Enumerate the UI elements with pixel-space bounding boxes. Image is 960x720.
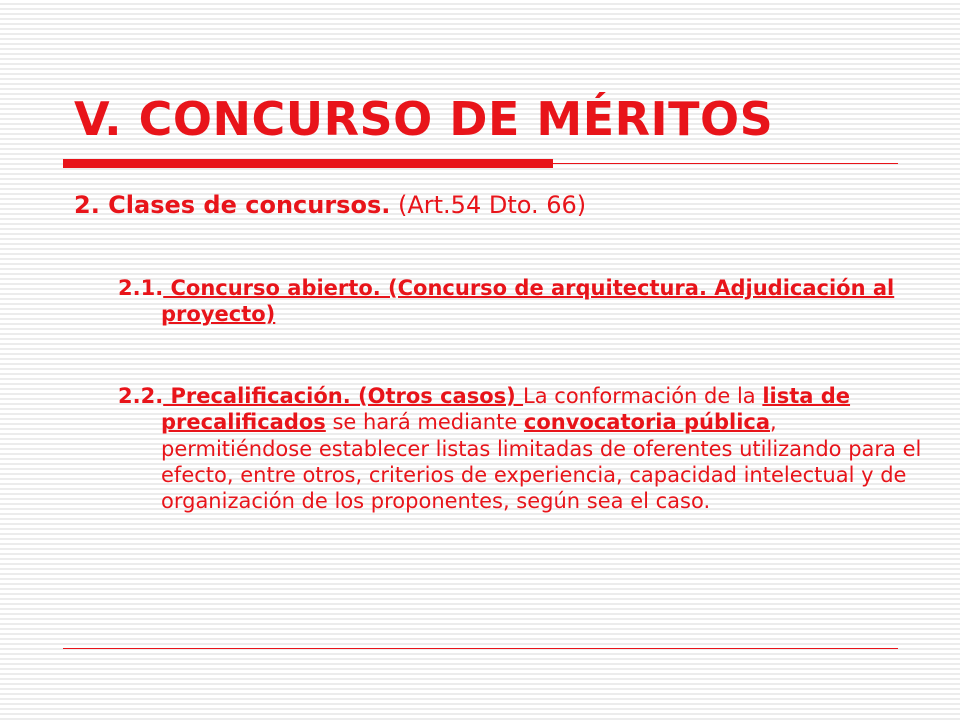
item1-text: Concurso abierto. (Concurso de arquitectura. Adjudicación al proyecto) xyxy=(161,276,895,327)
bottom-rule-line xyxy=(63,648,898,649)
item2-highlight-convocatoria: convocatoria pública xyxy=(523,410,771,435)
subheading-reference: (Art.54 Dto. 66) xyxy=(390,191,587,219)
item2-text-3: , permitiéndose establecer listas limitadas de oferentes utilizando para el efecto, entre otros, criterios de experiencia, capacidad intelectual y de organización de los proponentes, según sea el caso. xyxy=(161,410,922,513)
item2-text-2: se hará mediante xyxy=(325,410,524,435)
section-subheading xyxy=(74,191,586,220)
subheading-bold: 2. Clases de concursos. xyxy=(74,191,391,219)
title-underline-bar xyxy=(63,159,553,168)
item1-number: 2.1. xyxy=(118,276,164,300)
item2-heading: Precalificación. (Otros casos) xyxy=(163,384,524,408)
slide-title: V. CONCURSO DE MÉRITOS xyxy=(74,92,774,146)
title-rule-line xyxy=(553,163,898,164)
item2-text-1: La conformación de la xyxy=(523,384,763,408)
item-concurso-abierto xyxy=(118,275,931,328)
item2-highlight-lista: lista de precalificados xyxy=(161,384,851,435)
item2-number: 2.2. xyxy=(118,384,164,408)
item-precalificacion xyxy=(118,383,931,514)
